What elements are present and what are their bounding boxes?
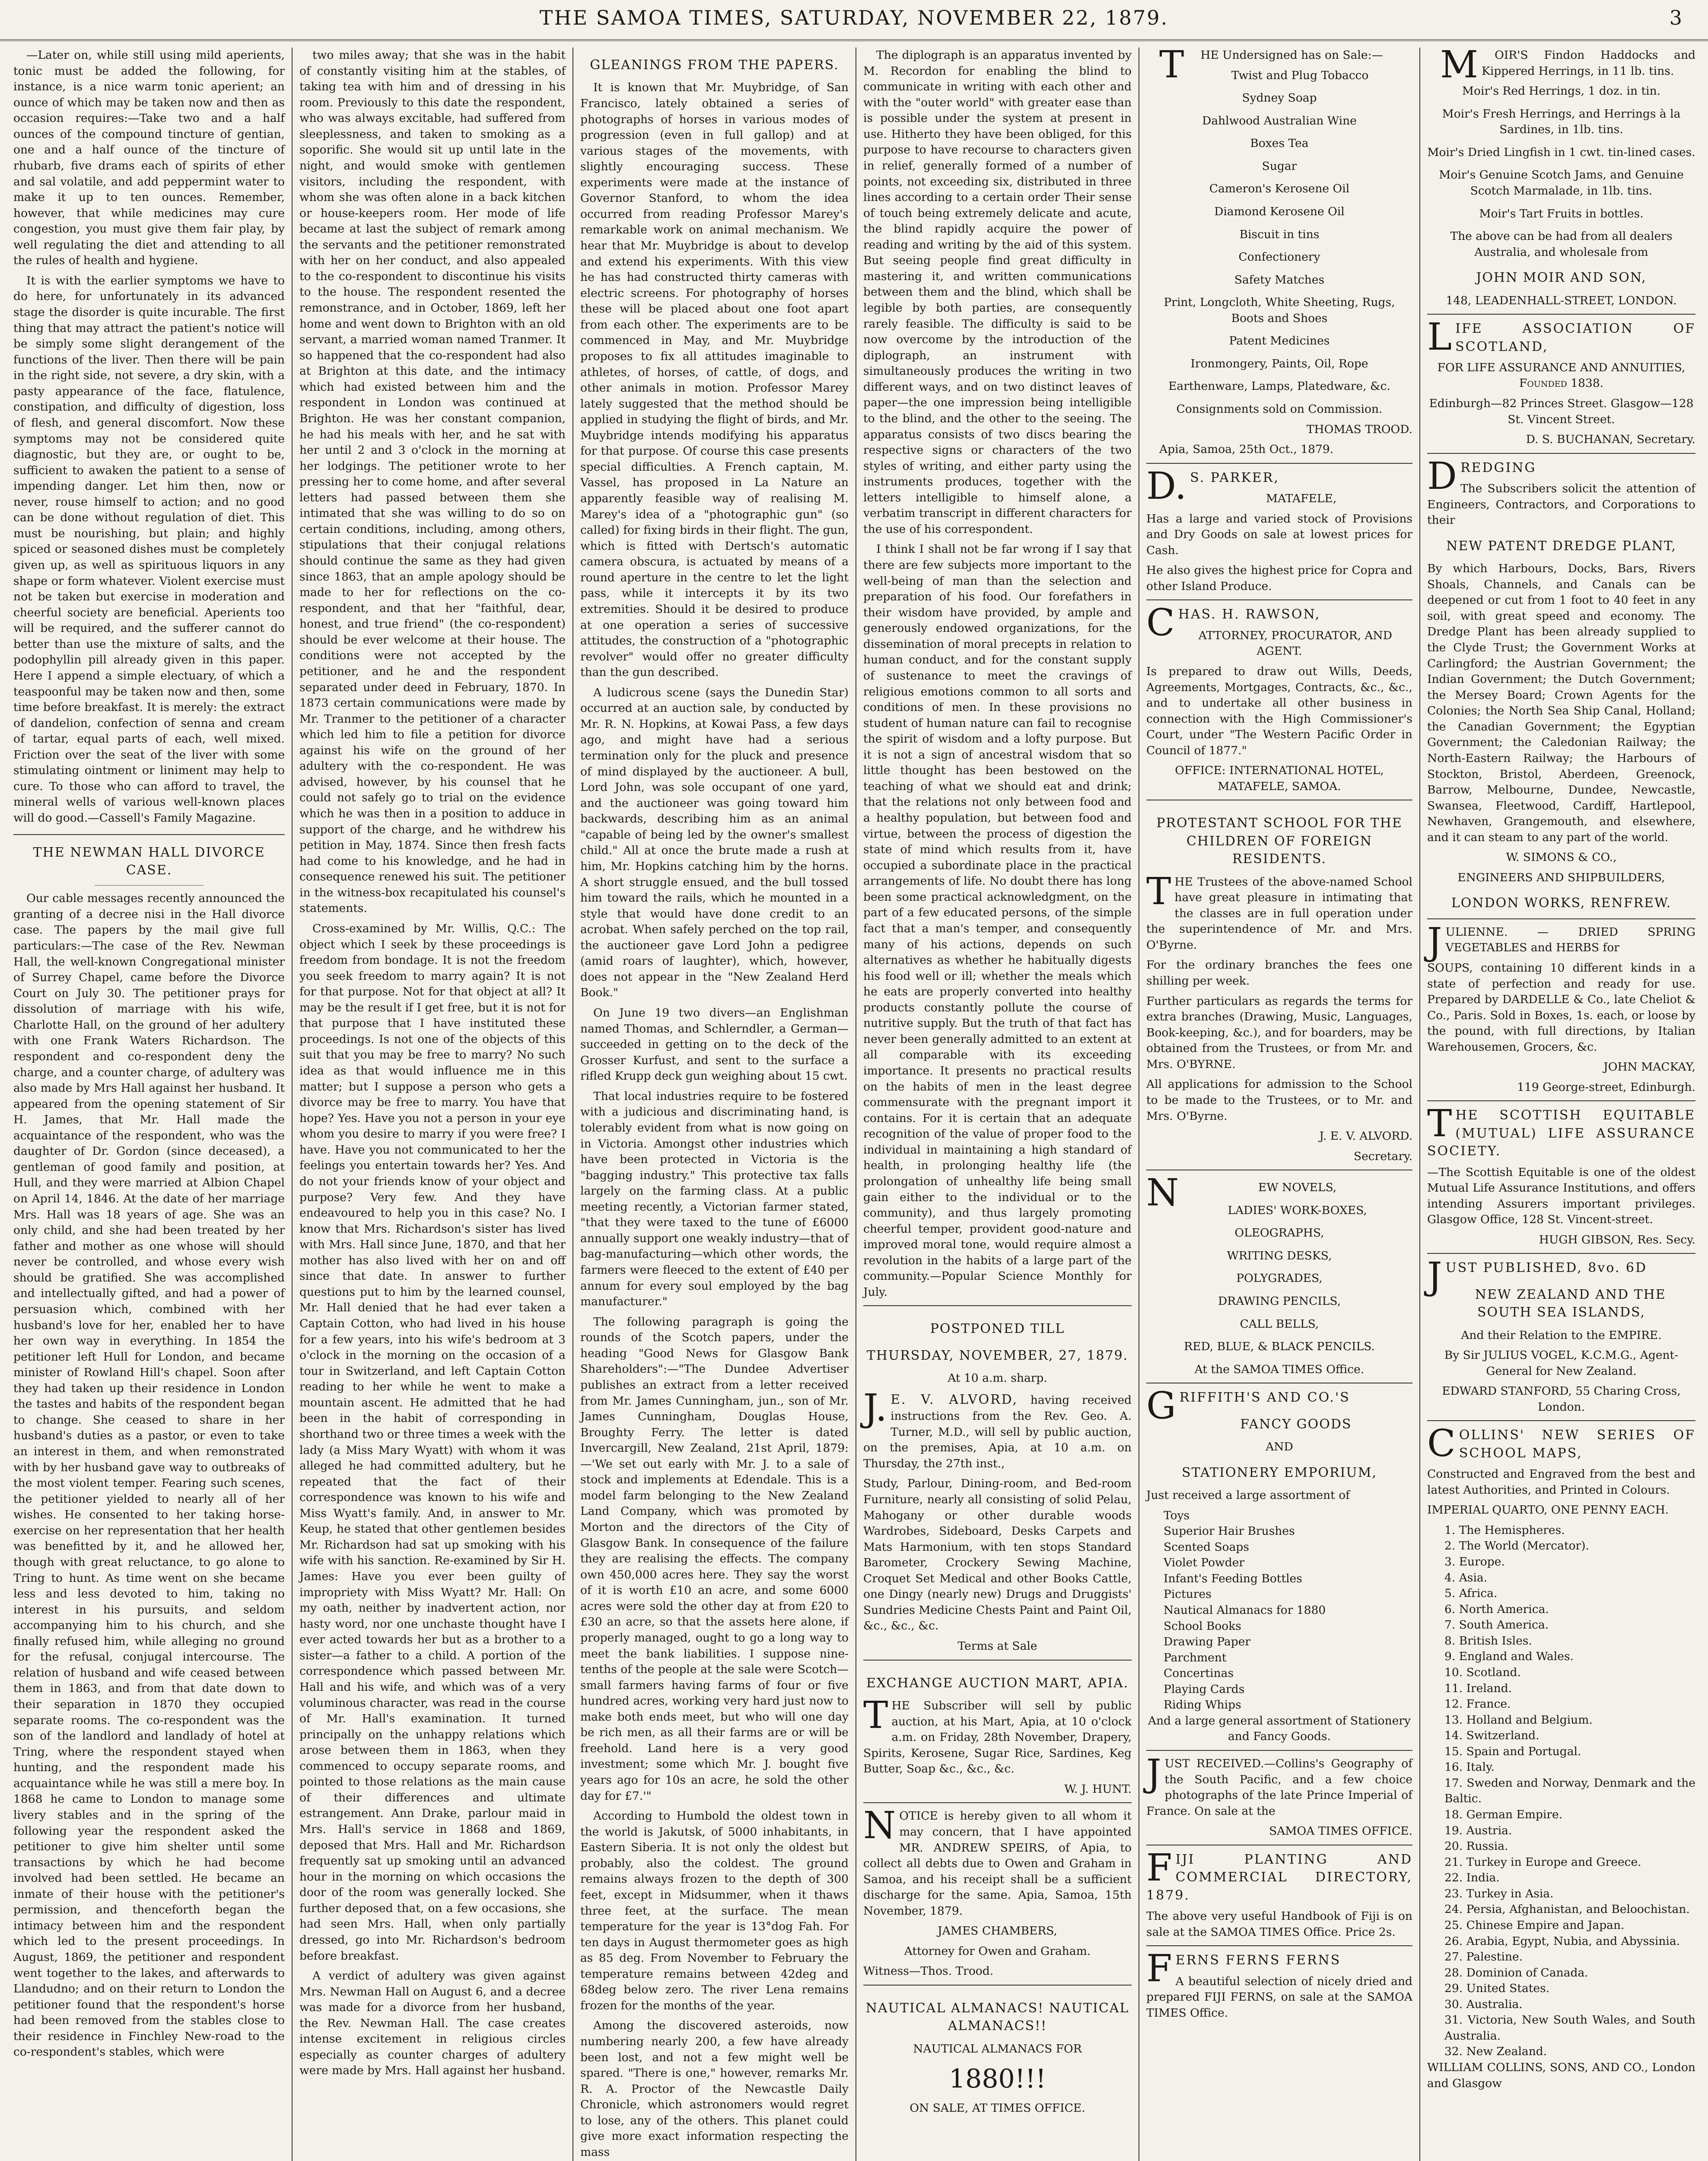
- ad-heading: PROTESTANT SCHOOL FOR THE CHILDREN OF FOREIGN RESIDENTS.: [1156, 816, 1403, 867]
- ad-heading: LONDON WORKS, RENFREW.: [1451, 896, 1672, 911]
- ad-text: By Sir JULIUS VOGEL, K.C.M.G., Agent-General for New Zealand.: [1444, 1348, 1679, 1378]
- goods-list: [1427, 83, 1695, 222]
- map-entry: 23. Turkey in Asia.: [1444, 1887, 1554, 1900]
- article-text: Cross-examined by Mr. Willis, Q.C.: The object which I seek by these proceedings is freedom from bondage. It is not the freedom you seek freedom to marry again? It is not for that purpose. Not for that object at all? It may be the result if I get free, but it is not for that purpose that I have instituted these proceedings. Is not one of the objects of this suit that you may be free to marry? No such idea as that would influence me in this matter; but I suppose a person who gets a divorce may be free to marry. You have that hope? Yes. Have you not a person in your eye whom you desire to marry if you were free? I have. Have you not communicated to her the feelings you entertain towards her? Yes. And do not your friends know of your object and purpose? Very few. And they have endeavoured to help you in this case? No. I know that Mrs. Richardson's sister has lived with Mrs. Hall since June, 1870, and that her mother has also lived with her on and off since that date. In answer to further questions put to him by the learned counsel, Mr. Hall denied that he had ever taken a Captain Cotton, who had lived in his house for a few years, into his wife's bedroom at 3 o'clock in the morning on the occasion of a tour in Switzerland, and left Captain Cotton reading to her while he went to make a mountain ascent. He admitted that he had been in the habit of corresponding in shorthand two or three times a week with the lady (a Miss Mary Wyatt) with whom it was alleged he had committed adultery, but he repeated that the fact of their correspondence was known to his wife and Miss Wyatt's family. And, in answer to Mr. Keup, he stated that other gentlemen besides Mr. Richardson had sat up smoking with his wife with his sanction. Re-examined by Sir H. James: Have you ever been guilty of impropriety with Miss Wyatt? Mr. Hall: On my oath, neither by inadvertent action, nor hasty word, nor one unchaste thought have I ever acted towards her but as a brother to a sister—a father to a child. A portion of the correspondence which passed between Mr. Hall and his wife, and which was of a very voluminous character, was read in the course of Mr. Hall's examination. It turned principally on the unhappy relations which arose between them in 1863, when they commenced to occupy separate rooms, and pointed to those relations as the main cause of their differences and ultimate estrangement. Ann Drake, parlour maid in Mrs. Hall's service in 1868 and 1869, deposed that Mrs. Hall and Mr. Richardson frequently sat up smoking until an advanced hour in the morning on which occasions the door of the room was generally locked. She further deposed that, on a few occasions, she had seen Mrs. Hall, when only partially dressed, go into Mr. Richardson's bedroom before breakfast.: [299, 921, 566, 1963]
- ad-text: —The Scottish Equitable is one of the oldest Mutual Life Assurance Institutions, and offers intending Assurers important privileges. Glasgow Office, 128 St. Vincent-street.: [1427, 1165, 1695, 1227]
- map-entry: 7. South America.: [1444, 1618, 1549, 1632]
- griffith-advert: [1146, 1383, 1412, 1745]
- goods-item: POLYGRADES,: [1236, 1272, 1323, 1285]
- drop-cap: D.: [1146, 464, 1187, 508]
- ad-name: S. PARKER,: [1190, 470, 1279, 485]
- drop-cap: J.: [863, 1386, 887, 1430]
- goods-item: Twist and Plug Tobacco: [1231, 68, 1369, 82]
- goods-item: Playing Cards: [1164, 1682, 1245, 1696]
- ad-text: ATTORNEY, PROCURATOR, AND AGENT.: [1198, 628, 1392, 658]
- article-text: two miles away; that she was in the habit of constantly visiting him at the stables, of taking tea with him and of dressing in his room. Previously to this date the respondent, who was always excitable, had suffered from sleeplessness, and taken to smoking as a soporific. She would sit up until late in the night, and would smoke with gentlemen visitors, including the respondent, with whom she was often alone in a back kitchen or house-keepers room. Her mode of life became at last the subject of remark among the servants and the petitioner remonstrated with her on her conduct, and also appealed to the co-respondent to discontinue his visits to the house. The respondent resented the remonstrance, and in October, 1869, left her home and went down to Brighton with an old servant, a married woman named Tranmer. It so happened that the co-respondent had also at Brighton at this date, and the intimacy which had existed between him and the respondent in London was continued at Brighton. He was her constant companion, he had his meals with her, and he sat with her until 2 and 3 o'clock in the morning at her lodgings. The petitioner wrote to her pressing her to come home, and after several letters had passed between them she intimated that she was willing to do so on certain conditions, including, among others, stipulations that their conjugal relations should continue the same as they had given since 1863, that an ample apology should be made to her for reflections on the co-respondent, and that her "faithful, dear, honest, and true friend" (the co-respondent) should be ever welcome at their house. The conditions were not accepted by the petitioner, and he and the respondent separated under deed in February, 1870. In 1873 certain communications were made by Mr. Tranmer to the petitioner of a character which led him to file a petition for divorce against his wife on the ground of her adultery with the co-respondent. He was advised, however, by his counsel that he could not safely go to trial on the evidence which he was then in a position to adduce in support of the charge, and he withdrew his petition in May, 1874. Since then fresh facts had come to his knowledge, and he had in consequence renewed his suit. The petitioner in the witness-box recapitulated his counsel's statements.: [299, 48, 566, 915]
- ad-signature: J. E. V. ALVORD.: [1319, 1129, 1412, 1143]
- goods-item: Confectionery: [1238, 250, 1320, 264]
- ad-name: RIFFITH'S AND CO.'S: [1179, 1390, 1350, 1406]
- ad-name: OLLINS' NEW SERIES OF SCHOOL MAPS,: [1459, 1428, 1695, 1461]
- ad-text: Attorney for Owen and Graham.: [904, 1944, 1091, 1958]
- ad-text: ULIENNE. — DRIED SPRING VEGETABLES and HERBS for: [1445, 925, 1695, 955]
- ad-text: OTICE is hereby given to all whom it may concern, that I have appointed MR. ANDREW SPEIRS, of Apia, to collect all debts due to Owen and Graham in Samoa, and his receipt shall be a sufficient discharge for the same. Apia, Samoa, 15th November, 1879.: [863, 1809, 1132, 1918]
- goods-item: Moir's Fresh Herrings, and Herrings à la Sardines, in 1lb. tins.: [1442, 107, 1681, 137]
- ad-text: And a large general assortment of Stationery and Fancy Goods.: [1148, 1714, 1411, 1743]
- goods-item: Sydney Soap: [1242, 91, 1317, 105]
- ad-text: EDWARD STANFORD, 55 Charing Cross, London.: [1442, 1384, 1681, 1414]
- map-entry: 1. The Hemispheres.: [1444, 1523, 1565, 1537]
- ad-text: Just received a large assortment of: [1146, 1488, 1350, 1502]
- map-entry: 2. The World (Mercator).: [1444, 1539, 1589, 1553]
- ad-text: OIR'S Findon Haddocks and Kippered Herrings, in 11 lb. tins.: [1482, 48, 1695, 78]
- ad-text: NAUTICAL ALMANACS FOR: [913, 2042, 1082, 2056]
- just-published-advert: [1427, 1253, 1695, 1415]
- rawson-advert: [1146, 599, 1412, 794]
- drop-cap: F: [1146, 1947, 1172, 1991]
- goods-item: Superior Hair Brushes: [1164, 1524, 1295, 1538]
- ad-text: ON SALE, AT TIMES OFFICE.: [910, 2101, 1085, 2115]
- page-number: 3: [1669, 6, 1682, 29]
- goods-item: Sugar: [1262, 159, 1297, 173]
- ad-name: UST PUBLISHED, 8vo. 6D: [1445, 1260, 1648, 1276]
- ad-name: E. V. ALVORD,: [891, 1392, 1018, 1407]
- drop-cap: J: [1427, 920, 1442, 963]
- column-4: [856, 48, 1139, 2161]
- ad-text: HE Trustees of the above-named School have great pleasure in intimating that the classes are in full operation under the superintendence of Mr. and Mrs. O'Byrne.: [1146, 875, 1412, 952]
- article-heading: GLEANINGS FROM THE PAPERS.: [590, 57, 839, 73]
- drop-cap: J: [1146, 1752, 1161, 1795]
- map-entry: 27. Palestine.: [1444, 1950, 1523, 1964]
- ad-text: Terms at Sale: [957, 1639, 1037, 1653]
- ad-signature: JOHN MACKAY,: [1603, 1060, 1695, 1074]
- fiji-advert: [1146, 1845, 1412, 1940]
- goods-item: LADIES' WORK-BOXES,: [1228, 1203, 1367, 1217]
- goods-item: Moir's Genuine Scotch Jams, and Genuine Scotch Marmalade, in 1lb. tins.: [1439, 168, 1684, 198]
- column-2: [292, 48, 573, 2161]
- article-text: Our cable messages recently announced the granting of a decree nisi in the Hall divorce case. The papers by the mail give full particulars:—The case of the Rev. Newman Hall, the well-known Congregational minister of Surrey Chapel, came before the Divorce Court on July 30. The petitioner prays for dissolution of marriage with his wife, Charlotte Hall, on the ground of her adultery with one Frank Waters Richardson. The respondent and co-respondent deny the charge, and a counter charge, of adultery was also made by Mrs Hall against her husband. It appeared from the opening statement of Sir H. James, that Mr. Hall made the acquaintance of the respondent, who was the daughter of Dr. Gordon (since deceased), a gentleman of good family and position, at Hull, and they were married at Albion Chapel on April 14, 1846. At the date of her marriage Mrs. Hall was 18 years of age. She was an only child, and she had been treated by her father and mother as one whose will should never be controlled, and whose every wish should be gratified. She was accomplished and intellectually gifted, and had a power of persuasion which, combined with her husband's love for her, enabled her to have her own way in everything. In 1854 the petitioner left Hull for London, and became minister of Rowland Hill's chapel. Soon after they had taken up their residence in London the tastes and habits of the respondent began to change. She ceased to share in her husband's duties as a pastor, or even to take an interest in them, and when remonstrated with by her husband gave way to outbreaks of the most violent temper. Fearing such scenes, the petitioner yielded to nearly all of her wishes. He consented to her taking horse-exercise on her representation that her health was benefitted by it, and he allowed her, though with great reluctance, to go alone to Tring to hunt. As time went on she became less and less devoted to him, taking no interest in his pursuits, and seldom accompanying him to his church, and she finally refused him, while alleging no ground for the refusal, conjugal intercourse. The relation of husband and wife ceased between them in 1863, and from that date down to their separation in 1870 they occupied separate rooms. The co-respondent was the son of the landlord and landlady of hotel at Tring, where the respondent stayed when hunting, and the respondent made his acquaintance while he was still a mere boy. In 1868 he came to London to manage some livery stables and in the spring of the following year the respondent asked the petitioner to give him shelter until some transactions by which he had become involved had been settled. He became an inmate of their house with the petitioner's permission, and thenceforth began the intimacy between him and the respondent which led to the present proceedings. In August, 1869, the petitioner and respondent went together to the lakes, and afterwards to Llandudno; and on their return to London the petitioner found that the respondent's horse had been removed from the stables close to their residence in Finchley New-road to the co-respondent's stables, which were: [13, 892, 285, 2059]
- drop-cap: C: [1146, 601, 1175, 645]
- school-advert: [1146, 800, 1412, 1164]
- goods-list: [1146, 1508, 1412, 1713]
- goods-item: Scented Soaps: [1164, 1540, 1249, 1554]
- map-entry: 18. German Empire.: [1444, 1808, 1563, 1822]
- goods-item: Infant's Feeding Bottles: [1164, 1571, 1302, 1585]
- ad-text: Apia, Samoa, 25th Oct., 1879.: [1159, 443, 1334, 456]
- ad-text: A beautiful selection of nicely dried and prepared FIJI FERNS, on sale at the SAMOA TIMES Office.: [1146, 1974, 1412, 2020]
- ad-text: ENGINEERS AND SHIPBUILDERS,: [1457, 870, 1665, 884]
- ad-heading: NEW ZEALAND AND THE SOUTH SEA ISLANDS,: [1475, 1287, 1666, 1320]
- life-association-advert: [1427, 314, 1695, 448]
- article-text: I think I shall not be far wrong if I say that there are few subjects more important to the well-being of man than the selection and preparation of his food. Our forefathers in their wisdom have provided, by ample and generously endowed organizations, for the dissemination of moral precepts in relation to human conduct, and for the constant supply of sustenance to meet the cravings of religious emotions common to all sorts and conditions of men. In these provisions no student of human nature can fail to recognise the spirit of wisdom and a lofty purpose. But it is not a sign of ancestral wisdom that so little thought has been bestowed on the teaching of what we should eat and drink; that the relations not only between food and a healthy population, but between food and virtue, between the process of digestion the state of mind which results from it, have occupied a subordinate place in the practical arrangements of life. No doubt there has long been some practical acknowledgment, on the part of a few educated persons, of the simple fact that a man's temper, and consequently many of his actions, depends on such alternatives as whether he habitually digests his food well or ill; whether the meals which he eats are properly converted into healthy products constantly pollute the course of nutritive supply. But the truth of that fact has never been generally admitted to an extent at all comparable with its exceeding importance. It presents no practical results on the habits of men in the least degree commensurate with the pregnant import it contains. For it is certain that an adequate recognition of the value of proper food to the individual in maintaining a high standard of health, in prolonging healthy life (the prolongation of unhealthy life being small gain either to the individual or to the community), and thus largely promoting cheerful temper, provident good-nature and improved moral tone, would require almost a revolution in the habits of a large part of the community.—Popular Science Monthly for July.: [863, 542, 1132, 1299]
- ad-name: HE SCOTTISH EQUITABLE (MUTUAL) LIFE ASSURANCE SOCIETY.: [1427, 1108, 1695, 1159]
- ad-text: FOR LIFE ASSURANCE AND ANNUITIES, Founded 1838.: [1437, 360, 1686, 390]
- goods-item: Drawing Paper: [1164, 1635, 1251, 1649]
- goods-item: Diamond Kerosene Oil: [1214, 204, 1345, 218]
- drop-cap: C: [1427, 1422, 1456, 1466]
- column-5: [1139, 48, 1419, 2161]
- map-entry: 17. Sweden and Norway, Denmark and the Baltic.: [1444, 1776, 1695, 1806]
- drop-cap: N: [1146, 1171, 1179, 1215]
- drop-cap: F: [1146, 1846, 1172, 1890]
- ad-heading: POSTPONED TILL: [930, 1321, 1065, 1337]
- article-text: The diplograph is an apparatus invented by M. Recordon for enabling the blind to communicate in writing with each other and with the "outer world" with greater ease than is possible under the system at present in use. Hitherto they have been obliged, for this purpose to have recourse to characters given in relief, generally formed of a number of points, not exceeding six, distributed in three lines according to a certain order Their sense of touch being extremely delicate and acute, the blind rapidly acquire the power of reading and writing by the aid of this system. But seeing people find great difficulty in mastering it, and written communications between them and the blind, which shall be legible by both parties, are consequently rarely feasible. The difficulty is said to be now overcome by the introduction of the diplograph, an instrument with simultaneously produces the writing in two different ways, and on two distinct leaves of paper—the one impression being intelligible to the blind, and the other to the seeing. The apparatus consists of two discs bearing the respective signs or characters of the two styles of writing, and either party using the instruments produces, together with the letters intelligible to himself alone, a verbatim transcript in different characters for the use of his correspondent.: [863, 48, 1132, 536]
- ad-text: All applications for admission to the School to be made to the Trustees, or to Mr. and Mrs. O'Byrne.: [1146, 1077, 1412, 1123]
- drop-cap: T: [1427, 1102, 1452, 1146]
- ad-text: And their Relation to the EMPIRE.: [1461, 1328, 1662, 1342]
- ad-name: ERNS FERNS FERNS: [1175, 1953, 1341, 1968]
- column-3: [573, 48, 856, 2161]
- column-1: [6, 48, 292, 2161]
- ad-signature: THOMAS TROOD.: [1306, 422, 1412, 436]
- novels-advert: [1146, 1170, 1412, 1377]
- goods-item: Moir's Red Herrings, 1 doz. in tin.: [1462, 84, 1661, 98]
- article-text: It is with the earlier symptoms we have to do here, for unfortunately in its advanced stage the disorder is quite incurable. The first thing that may attract the patient's notice will be simply some slight derangement of the functions of the liver. Then there will be pain in the right side, not severe, a dry skin, with a pasty appearance of the face, flatulence, constipation, and difficulty of digestion, loss of flesh, and general discomfort. Now these symptoms may not be considered quite diagnostic, but they are, or ought to be, sufficient to awaken the patient to a sense of impending danger. Let him then, now or never, rouse himself to action; and no good can be done without regulation of diet. This must be nourishing, but plain; and highly spiced or seasoned dishes must be completely given up, as well as spirituous liquors in any shape or form whatever. Violent exercise must not be taken but exercise in moderation and cheerful society are beneficial. Aperients too will be required, and the sufferer cannot do better than use the mixture of salts, and the podophyllin pill already given in this paper. Here I append a simple electuary, of which a teaspoonful may be taken now and then, some time before breakfast. It is merely: the extract of dandelion, confection of senna and cream of tartar, equal parts of each, well mixed. Friction over the seat of the liver with some stimulating ointment or liniment may help to cure. To those who can afford to travel, the mineral wells of various well-known places will do good.—Cassell's Family Magazine.: [13, 274, 285, 825]
- ad-signature: D. S. BUCHANAN, Secretary.: [1526, 433, 1695, 446]
- map-entry: 8. British Isles.: [1444, 1634, 1532, 1648]
- ad-heading: EXCHANGE AUCTION MART, APIA.: [866, 1675, 1129, 1691]
- exchange-advert: [863, 1660, 1132, 1798]
- drop-cap: L: [1427, 316, 1452, 359]
- map-entry: 30. Australia.: [1444, 1997, 1523, 2011]
- map-entry: 29. United States.: [1444, 1982, 1550, 1995]
- drop-cap: T: [1146, 870, 1171, 913]
- map-entry: 22. India.: [1444, 1871, 1500, 1885]
- drop-cap: N: [863, 1804, 896, 1848]
- drop-cap: T: [863, 1694, 888, 1737]
- map-entry: 16. Italy.: [1444, 1760, 1495, 1774]
- ad-signature: W. SIMONS & CO.,: [1506, 851, 1617, 864]
- goods-item: EW NOVELS,: [1258, 1181, 1337, 1195]
- ad-heading: NEW PATENT DREDGE PLANT,: [1446, 538, 1676, 554]
- ad-signature: HUGH GIBSON, Res. Secy.: [1539, 1233, 1695, 1246]
- article-text: —Later on, while still using mild aperients, tonic must be added the following, for instance, is a nice warm tonic aperient; an ounce of which may be taken now and then as occasion requires:—Take two and a half ounces of the compound tincture of gentian, one and a half ounce of the tincture of rhubarb, five drams each of spirits of ether and sal volatile, and add peppermint water to make it up to ten ounces. Remember, however, that while medicines may cure congestion, you must give them fair play, by well regulating the diet and attending to all the rules of health and hygiene.: [13, 48, 285, 268]
- goods-item: Ironmongery, Paints, Oil, Rope: [1190, 357, 1368, 370]
- goods-list: [1146, 68, 1412, 395]
- maps-list: [1427, 1523, 1695, 2060]
- map-entry: 28. Dominion of Canada.: [1444, 1966, 1588, 1979]
- drop-cap: M: [1440, 48, 1479, 86]
- map-entry: 21. Turkey in Europe and Greece.: [1444, 1855, 1641, 1869]
- auction-advert: [863, 1305, 1132, 1654]
- ad-text: Witness—Thos. Trood.: [863, 1964, 994, 1978]
- ad-signature: W. J. HUNT.: [1064, 1782, 1132, 1796]
- ad-text: Edinburgh—82 Princes Street. Glasgow—128 St. Vincent Street.: [1429, 397, 1694, 426]
- goods-item: School Books: [1164, 1619, 1241, 1633]
- ad-text: Has a large and varied stock of Provisions and Dry Goods on sale at lowest prices for Cash.: [1146, 512, 1412, 557]
- ad-text: At 10 a.m. sharp.: [948, 1371, 1047, 1385]
- map-entry: 10. Scotland.: [1444, 1665, 1521, 1679]
- ferns-advert: [1146, 1945, 1412, 2021]
- goods-item: Violet Powder: [1164, 1556, 1245, 1570]
- ad-text: Further particulars as regards the terms for extra branches (Drawing, Music, Languages, Book-keeping, &c.), and for boarders, may be obtained from the Trustees, or from Mr. and Mrs. O'BYRNE.: [1146, 994, 1412, 1071]
- ad-heading: NAUTICAL ALMANACS! NAUTICAL ALMANACS!!: [865, 2001, 1129, 2034]
- ad-text: Consignments sold on Commission.: [1176, 402, 1383, 416]
- map-entry: 25. Chinese Empire and Japan.: [1444, 1918, 1625, 1932]
- goods-item: CALL BELLS,: [1240, 1317, 1319, 1331]
- almanac-advert: [863, 1985, 1132, 2116]
- goods-item: Moir's Dried Lingfish in 1 cwt. tin-lined cases.: [1427, 145, 1695, 159]
- collins-maps-advert: [1427, 1420, 1695, 2091]
- map-entry: 12. France.: [1444, 1697, 1511, 1711]
- article-text: The following paragraph is going the rounds of the Scotch papers, under the heading "Good News for Glasgow Bank Shareholders":—"The Dundee Advertiser publishes an extract from a letter received from Mr. James Cunningham, jun., son of Mr. James Cunningham, Douglas House, Broughty Ferry. The letter is dated Invercargill, New Zealand, 21st April, 1879:—'We set out early with Mr. J. to a sale of stock and implements at Edendale. This is a model farm belonging to the New Zealand Land Company, which was promoted by Morton and the directors of the City of Glasgow Bank. In consequence of the failure they are realising the effects. The company own 450,000 acres here. They say the worst of it is worth £10 an acre, and some 6000 acres were sold the other day at from £20 to £30 an acre, so that the assets here alone, if properly managed, ought to go a long way to meet the bank liabilities. I suppose nine-tenths of the people at the sale were Scotch—small farmers having farms of four or five hundred acres, working very hard just now to make both ends meet, but who will one day be rich men, as all their farms are or will be freehold. Land here is a very good investment; some which Mr. J. bought five years ago for 10s an acre, he sold the other day for £7.'": [580, 1315, 849, 1803]
- goods-item: Boxes Tea: [1250, 137, 1309, 150]
- ad-text: The above can be had from all dealers Australia, and wholesale from: [1450, 229, 1673, 259]
- ad-name: HAS. H. RAWSON,: [1178, 607, 1321, 622]
- just-received-advert: [1146, 1750, 1412, 1839]
- map-entry: 19. Austria.: [1444, 1823, 1512, 1837]
- goods-item: Riding Whips: [1164, 1698, 1241, 1712]
- goods-item: RED, BLUE, & BLACK PENCILS.: [1184, 1340, 1375, 1354]
- ad-text: He also gives the highest price for Copra and other Island Produce.: [1146, 564, 1412, 593]
- parker-advert: [1146, 463, 1412, 595]
- ad-text: SAMOA TIMES OFFICE.: [1269, 1824, 1412, 1838]
- article-text: Among the discovered asteroids, now numbering nearly 200, a few have already been lost, and not a few might well be spared. "There is one," however, remarks Mr. R. A. Proctor of the Newcastle Daily Chronicle, which astronomers would regret to lose, any of the others. This planet could give more exact information respecting the mass: [580, 2019, 849, 2159]
- dredging-advert: [1427, 453, 1695, 912]
- divider: [13, 834, 285, 835]
- goods-item: Concertinas: [1164, 1667, 1234, 1680]
- ad-text: MATAFELE,: [1266, 492, 1337, 506]
- ad-text: Constructed and Engraved from the best and latest Authorities, and Printed in Colours.: [1427, 1467, 1695, 1497]
- page-header: [0, 0, 1708, 41]
- ad-signature: JAMES CHAMBERS,: [938, 1924, 1057, 1938]
- column-6: [1419, 48, 1702, 2161]
- goods-item: Parchment: [1164, 1651, 1227, 1664]
- moir-advert: [1427, 48, 1695, 309]
- goods-item: Moir's Tart Fruits in bottles.: [1479, 207, 1644, 220]
- ad-text: HE Undersigned has on Sale:—: [1200, 48, 1384, 62]
- map-entry: 32. New Zealand.: [1444, 2045, 1547, 2059]
- map-entry: 5. Africa.: [1444, 1587, 1498, 1600]
- drop-cap: J: [1427, 1255, 1442, 1298]
- ad-name: REDGING: [1460, 460, 1536, 475]
- ad-text: Secretary.: [1353, 1149, 1412, 1163]
- ad-text: Study, Parlour, Dining-room, and Bed-room Furniture, nearly all consisting of solid Pelau, Mahogany or other durable woods Wardrobes, Sideboard, Desks Carpets and Mats Harmonium, with ten stops Standard Barometer, Crockery Sewing Machine, Croquet Set Medical and other Books Cattle, one Dingy (nearly new) Drugs and Druggists' Sundries Medicine Chests Paint and Paint Oil, &c., &c., &c.: [863, 1477, 1132, 1633]
- article-text: A verdict of adultery was given against Mrs. Newman Hall on August 6, and a decree was made for a divorce from her husband, the Rev. Newman Hall. The case creates intense excitement in religious circles especially as counter charges of adultery were made by Mrs. Hall against her husband.: [299, 1969, 566, 2078]
- map-entry: 24. Persia, Afghanistan, and Beloochistan.: [1444, 1903, 1690, 1916]
- ad-heading: FANCY GOODS: [1240, 1416, 1352, 1432]
- trood-advert: [1146, 48, 1412, 458]
- goods-item: Cameron's Kerosene Oil: [1209, 182, 1350, 196]
- goods-item: WRITING DESKS,: [1227, 1249, 1332, 1262]
- ad-text: For the ordinary branches the fees one shilling per week.: [1146, 958, 1412, 988]
- goods-item: Earthenware, Lamps, Platedware, &c.: [1168, 379, 1390, 393]
- map-entry: 6. North America.: [1444, 1602, 1549, 1616]
- drop-cap: G: [1146, 1384, 1176, 1428]
- map-entry: 4. Asia.: [1444, 1571, 1488, 1584]
- ad-name: IFE ASSOCIATION OF SCOTLAND,: [1455, 321, 1695, 354]
- ad-text: UST RECEIVED.—Collins's Geography of the South Pacific, and a few choice photographs of the late Prince Imperial of France. On sale at the: [1146, 1757, 1412, 1818]
- ad-text: The Subscribers solicit the attention of Engineers, Contractors, and Corporations to their: [1427, 482, 1695, 527]
- goods-item: DRAWING PENCILS,: [1218, 1294, 1341, 1308]
- ad-text: AND: [1266, 1440, 1293, 1454]
- goods-item: Toys: [1164, 1508, 1190, 1522]
- map-entry: 26. Arabia, Egypt, Nubia, and Abyssinia.: [1444, 1934, 1680, 1948]
- ad-text: SOUPS, containing 10 different kinds in a state of perfection and ready for use. Prepared by DARDELLE & Co., late Cheliot & Co., Paris. Sold in Boxes, 1s. each, or loose by the pound, with full directions, by Italian Warehousemen, Grocers, &c.: [1427, 961, 1695, 1054]
- ad-text: Is prepared to draw out Wills, Deeds, Agreements, Mortgages, Contracts, &c., &c., and to undertake all other business in connection with the High Commissioner's Court, under "The Western Pacific Order in Council of 1877.": [1146, 664, 1412, 757]
- map-entry: 13. Holland and Belgium.: [1444, 1713, 1593, 1727]
- map-entry: 3. Europe.: [1444, 1555, 1505, 1569]
- ad-text: The above very useful Handbook of Fiji is on sale at the SAMOA TIMES Office. Price 2s.: [1146, 1909, 1412, 1939]
- notice-advert: [863, 1802, 1132, 1979]
- ad-heading: THURSDAY, NOVEMBER, 27, 1879.: [866, 1348, 1129, 1363]
- goods-item: Safety Matches: [1234, 273, 1325, 287]
- ad-signature: WILLIAM COLLINS, SONS, AND CO., London and Glasgow: [1427, 2061, 1695, 2090]
- ad-text: having received instructions from the Rev. Geo. A. Turner, M.D., will sell by public auction, on the premises, Apia, at 10 a.m. on Thursday, the 27th inst.,: [863, 1393, 1132, 1470]
- map-entry: 11. Ireland.: [1444, 1681, 1512, 1695]
- goods-item: OLEOGRAPHS,: [1234, 1226, 1324, 1240]
- article-text: According to Humbold the oldest town in the world is Jakutsk, of 5000 inhabitants, in Eastern Siberia. It is not only the oldest but probably, also the coldest. The ground remains always frozen to the depth of 300 feet, except in Midsummer, when it thaws three feet, at the surface. The mean temperature for the year is 13°dog Fah. For ten days in August thermometer goes as high as 85 deg. From November to February the temperature remains between 42deg and 68deg below zero. The river Lena remains frozen for the months of the year.: [580, 1809, 849, 2012]
- scottish-equitable-advert: [1427, 1100, 1695, 1248]
- goods-item: Print, Longcloth, White Sheeting, Rugs, Boots and Shoes: [1164, 296, 1395, 325]
- divider: [95, 885, 203, 886]
- article-text: That local industries require to be fostered with a judicious and discriminating hand, is tolerably evident from what is now going on in Victoria. Amongst other industries which have been protected in Victoria is the "bagging industry." This protective tax falls largely on the farming class. At a public meeting recently, a Victorian farmer stated, "that they were taxed to the tune of £6000 annually support one weakly industry—that of bag-manufacturing—which other words, the farmers were fleeced to the extent of £40 per annum for every soul employed by the bag manufacturer.": [580, 1089, 849, 1309]
- article-text: A ludicrous scene (says the Dunedin Star) occurred at an auction sale, by conducted by Mr. R. N. Hopkins, at Kowai Pass, a few days ago, and might have had a serious termination only for the pluck and presence of mind displayed by the auctioneer. A bull, Lord John, was sole occupant of one yard, and the auctioneer was going toward him backwards, describing him as an animal "capable of being led by the owner's smallest child." All at once the brute made a rush at him, Mr. Hopkins catching him by the horns. A short struggle ensued, and the bull tossed him toward the rails, which he mounted in a style that would have done credit to an acrobat. When safely perched on the top rail, the auctioneer gave Lord John a pedigree (amid roars of laughter), which, however, does not appear in the "New Zealand Herd Book.": [580, 685, 849, 1000]
- map-entry: 9. England and Wales.: [1444, 1650, 1574, 1664]
- ad-text: 148, LEADENHALL-STREET, LONDON.: [1446, 293, 1677, 307]
- ad-name: IJI PLANTING AND COMMERCIAL DIRECTORY, 1879.: [1146, 1852, 1412, 1903]
- julienne-advert: [1427, 918, 1695, 1096]
- masthead: THE SAMOA TIMES, SATURDAY, NOVEMBER 22, 1879.: [539, 6, 1169, 29]
- ad-text: OFFICE: INTERNATIONAL HOTEL, MATAFELE, SAMOA.: [1175, 764, 1384, 793]
- map-entry: 20. Russia.: [1444, 1839, 1508, 1853]
- ad-text: HE Subscriber will sell by public auction, at his Mart, Apia, at 10 o'clock a.m. on Friday, 28th November, Drapery, Spirits, Kerosene, Sugar Rice, Sardines, Keg Butter, Soap &c., &c., &c.: [863, 1699, 1132, 1776]
- drop-cap: T: [1159, 48, 1184, 86]
- map-entry: 14. Switzerland.: [1444, 1729, 1539, 1743]
- goods-item: Pictures: [1164, 1587, 1212, 1601]
- goods-list: [1146, 1180, 1412, 1355]
- drop-cap: D: [1427, 454, 1457, 498]
- map-entry: 31. Victoria, New South Wales, and South Australia.: [1444, 2013, 1695, 2043]
- goods-item: Nautical Almanacs for 1880: [1164, 1603, 1326, 1617]
- map-entry: 15. Spain and Portugal.: [1444, 1744, 1581, 1758]
- article-text: It is known that Mr. Muybridge, of San Francisco, lately obtained a series of photographs of horses in various modes of progression (even in full gallop) and at various stages of the movements, with slightly encouraging success. These experiments were made at the instance of Governor Stanford, to whom the idea occurred from reading Professor Marey's remarkable work on animal mechanism. We hear that Mr. Muybridge is about to develop and extend his experiments. With this view he has had constructed thirty cameras with electric screens. For photography of horses these will be placed about one foot apart from each other. The experiments are to be commenced in May, and Mr. Muybridge proposes to fix all attitudes imaginable to athletes, of horses, of cattle, of dogs, and other animals in motion. Professor Marey lately suggested that the method should be applied in studying the flight of birds, and Mr. Muybridge intends modifying his apparatus for that purpose. Of course this case presents special difficulties. A French captain, M. Vassel, has proposed in La Nature an apparently feasible way of realising M. Marey's idea of a "photographic gun" (so called) for fixing birds in their flight. The gun, which is fitted with Dertsch's automatic camera obscura, is actuated by means of a round aperture in the centre to let the light pass, while it intercepts it by its two extremities. Should it be desired to produce at one operation a series of successive attitudes, the construction of a "photographic revolver" would offer no greater difficulty than the gun described.: [580, 81, 849, 679]
- goods-item: Dahlwood Australian Wine: [1202, 114, 1357, 127]
- ad-text: By which Harbours, Docks, Bars, Rivers Shoals, Channels, and Canals can be deepened or cut from 1 foot to 40 feet in any soil, with great speed and economy. The Dredge Plant has been already supplied to the Clyde Trust; the Government Works at Carlingford; the Austrian Government; the Indian Government; the Dutch Government; the Mersey Board; Crown Agents for the Colonies; the North Sea Ship Canal, Holland; the Canadian Government; the Egyptian Government; the Caledonian Railway; the North-Eastern Railway; the Harbours of Stockton, Bristol, Aberdeen, Greenock, Barrow, Melbourne, Dundee, Newcastle, Swansea, Fleetwood, Cardiff, Hartlepool, Newhaven, Grangemouth, and elsewhere, and it can steam to any part of the world.: [1427, 562, 1695, 844]
- ad-heading: JOHN MOIR AND SON,: [1476, 270, 1647, 286]
- ad-heading: STATIONERY EMPORIUM,: [1182, 1465, 1377, 1480]
- article-heading: THE NEWMAN HALL DIVORCE CASE.: [33, 845, 265, 878]
- goods-item: Patent Medicines: [1229, 334, 1330, 348]
- goods-item: Biscuit in tins: [1239, 227, 1320, 241]
- ad-text: IMPERIAL QUARTO, ONE PENNY EACH.: [1427, 1503, 1669, 1517]
- ad-text: 119 George-street, Edinburgh.: [1517, 1080, 1695, 1094]
- article-text: On June 19 two divers—an Englishman named Thomas, and Schlerndler, a German—succeeded in getting on to the deck of the Grosser Kurfust, and sent to the surface a rifled Krupp deck gun weighing about 15 cwt.: [580, 1006, 849, 1083]
- ad-year: 1880!!!: [948, 2064, 1046, 2094]
- ad-text: At the SAMOA TIMES Office.: [1194, 1362, 1364, 1376]
